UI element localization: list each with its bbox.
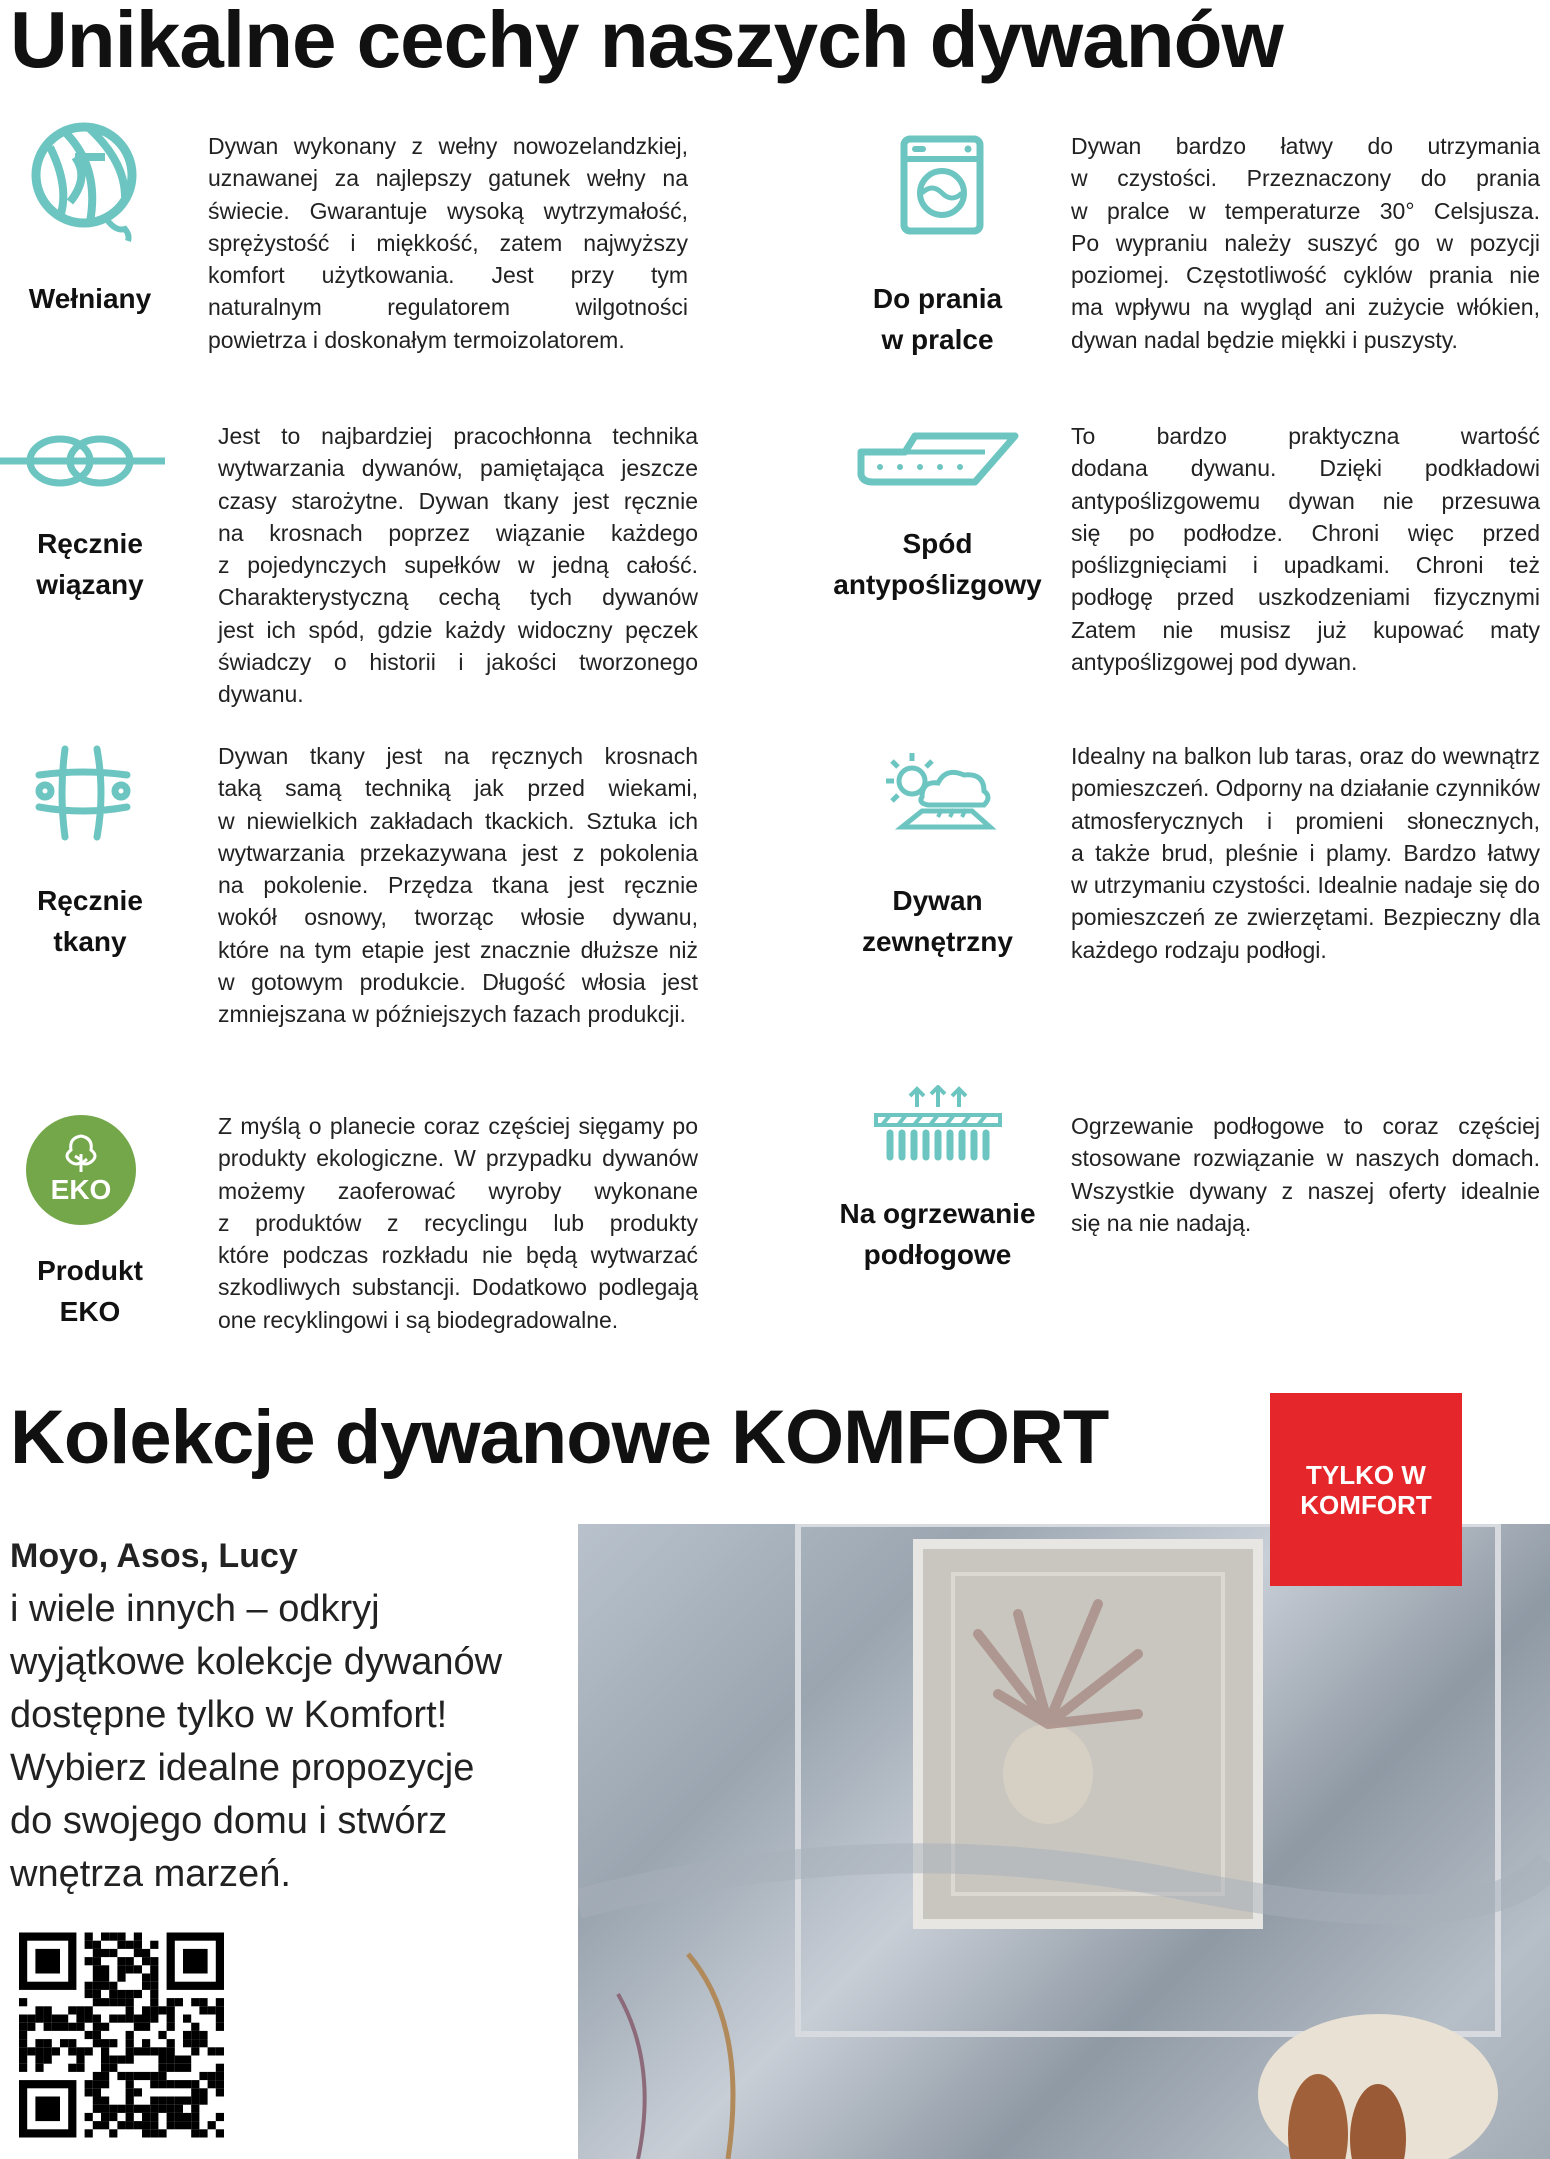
feature-label-line: w pralce — [881, 324, 994, 355]
feature-label-line: Ręcznie — [37, 528, 143, 559]
feature-description — [1071, 130, 1540, 356]
description-line: dodana dywanu. Dzięki podkładowi — [1071, 455, 1540, 482]
feature-label-line: Produkt — [37, 1255, 143, 1286]
feature-label-line: antypoślizgowy — [833, 569, 1042, 600]
feature-label-line: Dywan — [892, 885, 983, 916]
description-line: na krosnach poprzez wiązanie każdego — [218, 519, 698, 546]
feature-description — [1071, 740, 1540, 966]
feature-label-line: zewnętrzny — [862, 926, 1013, 957]
description-line: Jest to najbardziej pracochłonna technika — [218, 423, 698, 449]
description-line: każdego rodzaju podłogi. — [1071, 936, 1327, 963]
feature-description — [218, 740, 698, 1031]
weave-grid-icon — [35, 745, 131, 846]
feature-description — [218, 1110, 698, 1336]
feature-label-line: Ręcznie — [37, 885, 143, 916]
collections-body-line: do swojego domu i stwórz — [10, 1800, 448, 1842]
description-line: jest ich spód, gdzie każdy widoczny pęczek — [218, 616, 698, 643]
description-line: Dywan tkany jest na ręcznych krosnach — [218, 743, 698, 769]
rug-photo-art — [578, 1524, 1550, 2159]
feature-label-line: Do prania — [872, 283, 1003, 314]
description-line: stosowane rozwiązanie w naszych domach. — [1071, 1145, 1540, 1172]
description-line: produkty ekologiczne. W przypadku dywanów — [218, 1145, 698, 1172]
collections-names: Moyo, Asos, Lucy — [10, 1537, 298, 1575]
tylko-w-komfort-badge — [1270, 1393, 1462, 1586]
description-line: w czystości. Przeznaczony do prania — [1071, 165, 1540, 192]
description-line: dywanu. — [218, 681, 304, 708]
description-line: na pokolenie. Przędza tkana jest ręcznie — [218, 872, 698, 899]
collections-intro — [10, 1530, 502, 1901]
feature-label-line: Spód — [902, 528, 973, 559]
description-line: one recyklingowi i są biodegradowalne. — [218, 1306, 619, 1333]
weather-sun-cloud-icon — [872, 745, 997, 840]
description-line: zmniejszana w późniejszych fazach produkcji. — [218, 1001, 686, 1028]
description-line: szkodliwych substancji. Dodatkowo podlegają — [218, 1274, 698, 1301]
feature-label — [0, 1250, 180, 1332]
description-line: wytwarzania dywanów, pamiętająca jeszcze — [218, 455, 698, 482]
description-line: w gotowym produkcie. Długość włosia jest — [218, 969, 698, 996]
description-line: taką samą techniką jak przed wiekami, — [218, 775, 698, 802]
description-line: poślizgnięciami i upadkami. Chroni też — [1071, 552, 1540, 579]
description-line: możemy zaoferować wyroby wykonane — [218, 1177, 698, 1204]
description-line: antypoślizgowej pod dywan. — [1071, 649, 1358, 676]
description-line: komfort użytkowania. Jest przy tym — [208, 262, 688, 289]
description-line: w utrzymaniu czystości. Idealnie nadaje się do — [1071, 872, 1541, 899]
feature-label-line: tkany — [53, 926, 127, 957]
feature-label — [815, 1193, 1060, 1275]
description-line: atmosferycznych i promieni słonecznych, — [1071, 807, 1540, 834]
feature-label — [0, 278, 180, 319]
description-line: świecie. Gwarantuje wysoką wytrzymałość, — [208, 197, 688, 224]
feature-label-line: wiązany — [36, 569, 144, 600]
description-line: pomieszczeń. Odporny na działanie czynników — [1071, 775, 1540, 802]
feature-label — [815, 880, 1060, 962]
description-line: się na nie nadają. — [1071, 1209, 1252, 1236]
description-line: w niewielkich zakładach tkackich. Sztuka ich — [218, 807, 698, 834]
knot-icon — [0, 425, 165, 500]
description-line: pomieszczeń ze zwierzętami. Bezpieczny dla — [1071, 904, 1540, 931]
feature-label-line: Na ogrzewanie — [839, 1198, 1036, 1229]
feature-description — [218, 420, 698, 711]
svg-text:EKO: EKO — [50, 1174, 112, 1205]
description-line: Wszystkie dywany z naszej oferty idealnie — [1071, 1177, 1540, 1204]
feature-description — [1071, 420, 1540, 678]
qr-code[interactable] — [19, 1932, 224, 2138]
collections-body-line: Wybierz idealne propozycje — [10, 1747, 475, 1789]
rug-photo — [578, 1524, 1550, 2159]
description-line: które podczas rozkładu nie będą wytwarzać — [218, 1242, 698, 1269]
description-line: Zatem nie musisz już kupować maty — [1071, 616, 1540, 643]
feature-label — [0, 880, 180, 962]
badge-line: TYLKO W — [1306, 1459, 1426, 1490]
description-line: Z myślą o planecie coraz częściej sięgamy po — [218, 1113, 698, 1139]
feature-label-line: Wełniany — [28, 283, 152, 314]
feature-label — [0, 523, 180, 605]
feature-label — [815, 278, 1060, 360]
description-line: To bardzo praktyczna wartość — [1071, 423, 1540, 449]
yarn-ball-icon — [30, 117, 142, 247]
description-line: Dywan wykonany z wełny nowozelandzkiej, — [208, 133, 688, 159]
badge-line: KOMFORT — [1300, 1489, 1432, 1520]
collections-body-line: wnętrza marzeń. — [10, 1853, 291, 1895]
collections-body-line: wyjątkowe kolekcje dywanów — [10, 1641, 503, 1683]
description-line: a także brud, pleśnie i plamy. Bardzo łatwy — [1071, 839, 1540, 866]
washing-machine-icon — [900, 135, 984, 240]
description-line: poziomej. Częstotliwość cyklów prania nie — [1071, 262, 1540, 289]
description-line: z produktów z recyclingu lub produkty — [218, 1209, 698, 1236]
description-line: antypoślizgowemu dywan nie przesuwa — [1071, 487, 1540, 514]
description-line: powietrza i doskonałym termoizolatorem. — [208, 326, 625, 353]
description-line: uznawanej za najlepszy gatunek wełny na — [208, 165, 688, 192]
description-line: się po podłodze. Chroni więc przed — [1071, 519, 1540, 546]
description-line: czasy starożytne. Dywan tkany jest ręcznie — [218, 487, 698, 514]
description-line: które na tym etapie jest znacznie dłuższe niż — [218, 936, 698, 963]
description-line: Charakterystyczną cechą tych dywanów — [218, 584, 698, 611]
description-line: dywan nadal będzie miękki i puszysty. — [1071, 326, 1458, 353]
feature-description — [208, 130, 688, 356]
section-title-features: Unikalne cechy naszych dywanów — [10, 0, 1283, 84]
description-line: Po wypraniu należy suszyć go w pozycji — [1071, 229, 1540, 256]
description-line: Idealny na balkon lub taras, oraz do wewnątrz — [1071, 743, 1540, 769]
feature-label — [815, 523, 1060, 605]
description-line: ma wpływu na wygląd ani zużycie włókien, — [1071, 294, 1540, 321]
description-line: podłogę przed uszkodzeniami fizycznymi — [1071, 584, 1540, 611]
collections-body-line: dostępne tylko w Komfort! — [10, 1694, 448, 1736]
feature-description — [1071, 1110, 1540, 1239]
floor-heating-icon — [872, 1085, 1004, 1168]
description-line: wytwarzania przekazywana jest z pokolenia — [218, 839, 698, 866]
description-line: z pojedynczych supełków w jedną całość. — [218, 552, 698, 579]
feature-label-line: EKO — [59, 1296, 121, 1327]
description-line: Dywan bardzo łatwy do utrzymania — [1071, 133, 1540, 159]
description-line: wokół osnowy, tworząc włosie dywanu, — [218, 904, 698, 931]
description-line: w pralce w temperaturze 30° Celsjusza. — [1071, 197, 1540, 224]
section-title-collections: Kolekcje dywanowe KOMFORT — [10, 1395, 1109, 1480]
description-line: świadczy o historii i jakości tworzonego — [218, 649, 698, 676]
eko-tree-badge-icon — [25, 1114, 137, 1231]
description-line: sprężystość i miękkość, zatem najwyższy — [208, 229, 688, 256]
description-line: Ogrzewanie podłogowe to coraz częściej — [1071, 1113, 1540, 1139]
description-line: naturalnym regulatorem wilgotności — [208, 294, 688, 321]
feature-label-line: podłogowe — [863, 1239, 1012, 1270]
collections-body-line: i wiele innych – odkryj — [10, 1588, 380, 1630]
anti-slip-underlay-icon — [855, 430, 1020, 495]
